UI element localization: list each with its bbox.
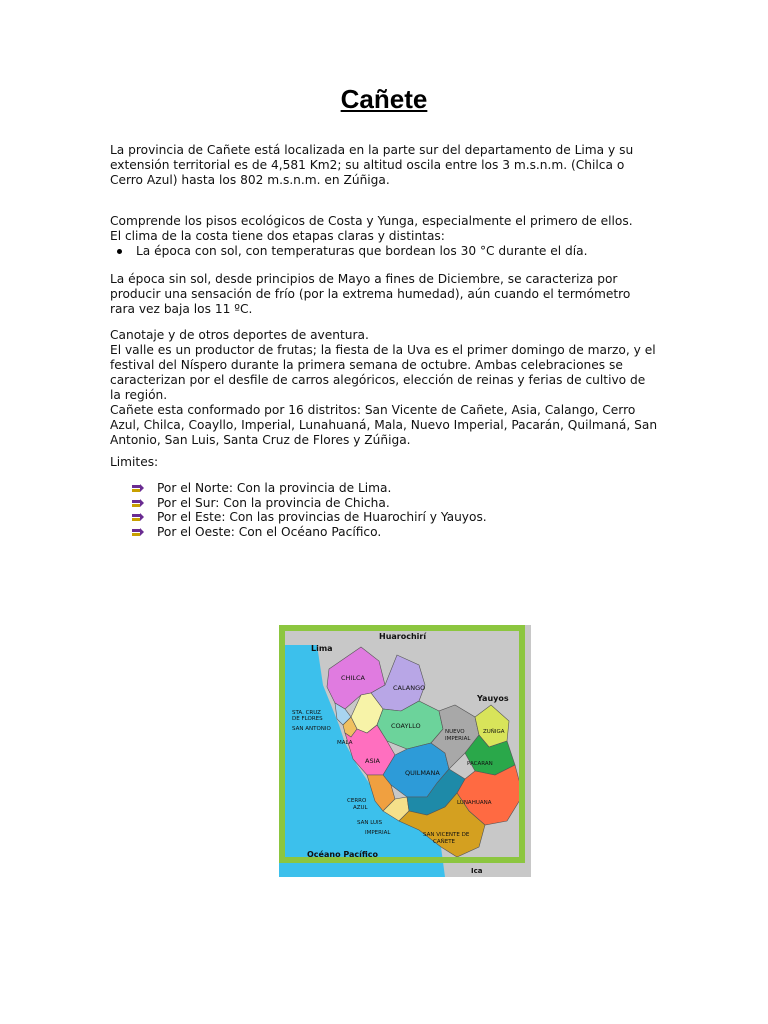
map-label-ica: Ica: [471, 867, 483, 875]
map-label-de-flores: DE FLORES: [292, 716, 323, 722]
limits-list: [131, 481, 487, 539]
list-item: [131, 496, 487, 511]
map-label-chilca: CHILCA: [341, 674, 365, 682]
map-label-pacaran: PACARAN: [467, 761, 493, 767]
map-label-san-luis: SAN LUIS: [357, 820, 383, 826]
pushpin-bullet-icon: [131, 497, 145, 509]
list-item: [131, 525, 487, 540]
map-label-ocean: Océano Pacífico: [307, 850, 379, 859]
district-map-svg: [279, 625, 531, 877]
canete-map: [279, 625, 531, 877]
map-label-nuevo-imperial: IMPERIAL: [445, 736, 471, 742]
intro-paragraph: La provincia de Cañete está localizada en la parte sur del departamento de Lima y su extensión territorial es de 4,581 Km2; su altitud oscila entre los 3 m.s.n.m. (Chilca o Cerro Azul) hasta los 802 m.s.n.m. en Zúñiga.: [110, 143, 634, 187]
map-label-sta-cruz: STA. CRUZ: [292, 710, 321, 716]
pushpin-bullet-icon: [131, 511, 145, 523]
pushpin-bullet-icon: [131, 482, 145, 494]
climate-bullet-list: [110, 244, 658, 259]
cold-season-paragraph: La época sin sol, desde principios de Mayo a fines de Diciembre, se caracteriza por producir una sensación de frío (por la extrema humedad), aún cuando el termómetro rara vez baja los 11 ºC.: [110, 272, 631, 316]
map-label-zuniga: ZUÑIGA: [483, 729, 505, 735]
pushpin-bullet-icon: [131, 526, 145, 538]
map-label-mala: MALA: [337, 740, 353, 746]
map-label-nuevo: NUEVO: [445, 729, 465, 735]
map-label-azul: AZUL: [353, 805, 368, 811]
list-item: [131, 510, 487, 525]
bullet-dot-icon: [117, 249, 122, 254]
map-label-asia: ASIA: [365, 757, 380, 765]
limit-north: Por el Norte: Con la provincia de Lima.: [157, 481, 392, 495]
districts-line: Cañete esta conformado por 16 distritos: San Vicente de Cañete, Asia, Calango, Cerro Azul, Chilca, Coayllo, Imperial, Lunahuaná, Mala, Nuevo Imperial, Pacarán, Quilmaná, San Antonio, San Luis, Santa Cruz de Flores y Zúñiga.: [110, 403, 658, 447]
climate-line: El clima de la costa tiene dos etapas claras y distintas:: [110, 229, 445, 243]
sports-line: Canotaje y de otros deportes de aventura.: [110, 328, 369, 342]
ecology-paragraph: [110, 214, 658, 244]
map-label-coayllo: COAYLLO: [391, 722, 421, 730]
limit-east: Por el Este: Con las provincias de Huarochirí y Yauyos.: [157, 510, 487, 524]
map-label-san-vicente: SAN VICENTE DE: [423, 832, 470, 838]
limit-south: Por el Sur: Con la provincia de Chicha.: [157, 495, 390, 510]
limits-heading: Limites:: [110, 455, 159, 469]
map-label-lima: Lima: [311, 644, 333, 653]
list-item: [110, 244, 658, 259]
map-label-canete: CAÑETE: [433, 839, 456, 845]
map-label-imperial: IMPERIAL: [365, 830, 391, 836]
map-label-yauyos: Yauyos: [477, 694, 509, 703]
map-label-cerro: CERRO: [347, 798, 367, 804]
bullet-text: La época con sol, con temperaturas que bordean los 30 °C durante el día.: [136, 244, 588, 258]
map-label-calango: CALANGO: [393, 684, 426, 692]
activities-paragraph: [110, 328, 658, 448]
map-label-quilmana: QUILMANA: [405, 769, 440, 777]
list-item: [131, 481, 487, 496]
map-label-lunahuana: LUNAHUANA: [457, 800, 492, 806]
page-title: Cañete: [340, 84, 428, 114]
festivals-line: El valle es un productor de frutas; la fiesta de la Uva es el primer domingo de marzo, y el festival del Níspero durante la primera semana de octubre. Ambas celebraciones se caracterizan por el desfile de carros alegóricos, elección de reinas y ferias de cultivo de la región.: [110, 343, 656, 402]
map-label-san-antonio: SAN ANTONIO: [292, 726, 331, 732]
ecology-line: Comprende los pisos ecológicos de Costa y Yunga, especialmente el primero de ellos.: [110, 214, 633, 228]
map-label-huarochiri: Huarochirí: [379, 632, 427, 641]
limit-west: Por el Oeste: Con el Océano Pacífico.: [157, 524, 382, 539]
